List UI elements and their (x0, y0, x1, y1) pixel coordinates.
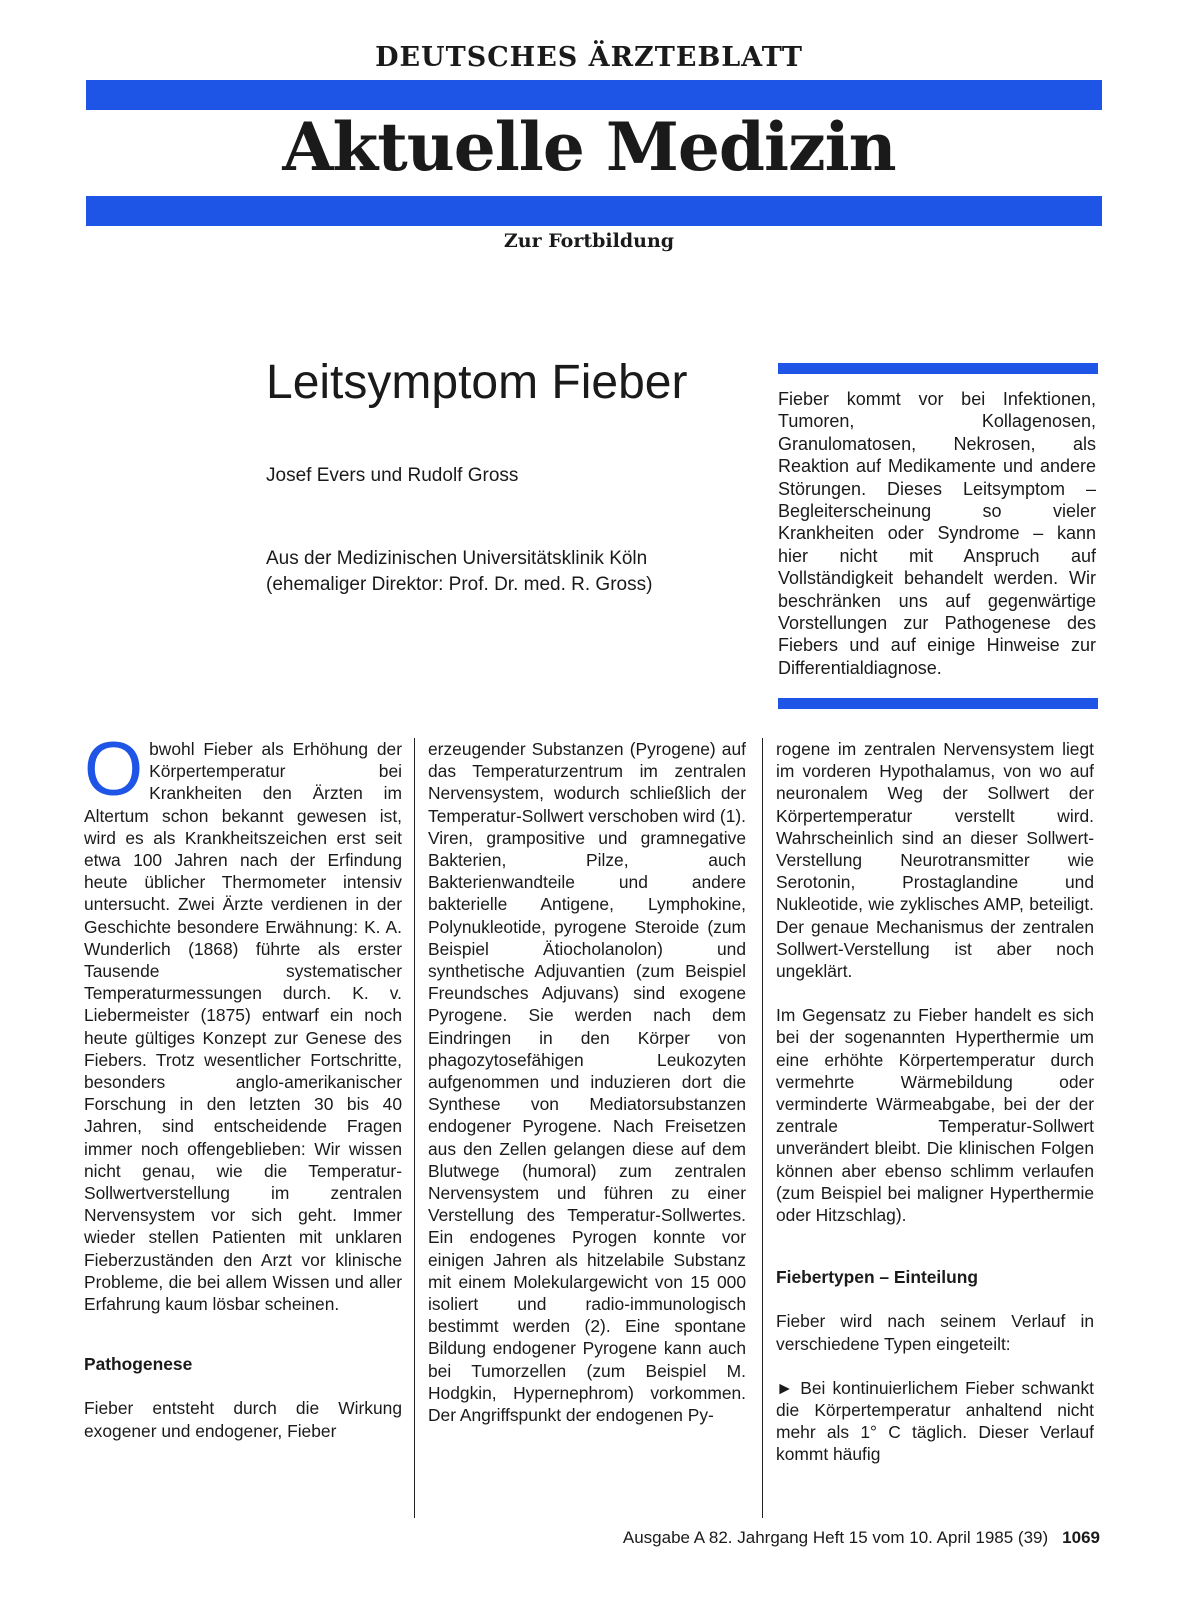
masthead-bar-top (86, 80, 1102, 110)
journal-name: DEUTSCHES ÄRZTEBLATT (375, 42, 803, 73)
fiebertypen-intro: Fieber wird nach seinem Verlauf in verschiedene Typen eingeteilt: (776, 1311, 1094, 1354)
subsection-title: Zur Fortbildung (503, 230, 675, 252)
hyperthermie-paragraph: Im Gegensatz zu Fieber handelt es sich bei der sogenannten Hyperthermie um eine erhöhte Körpertemperatur durch vermehrte Wärmebildung oder verminderte Wärmeabgabe, bei der der zentrale Temperatur-Sollwert unverändert bleibt. Die klinischen Folgen können aber ebenso schlimm verlaufen (zum Beispiel bei maligner Hyperthermie oder Hitzschlag). (776, 1005, 1094, 1226)
heading-fiebertypen: Fiebertypen – Einteilung (776, 1267, 978, 1288)
affiliation-line-1: Aus der Medizinischen Universitätsklinik Köln (266, 548, 648, 569)
column-divider-2 (762, 738, 763, 1518)
text-column-3 (776, 738, 1094, 1466)
issue-info: Ausgabe A 82. Jahrgang Heft 15 vom 10. April 1985 (39) (622, 1528, 1049, 1547)
section-title: Aktuelle Medizin (282, 108, 896, 186)
drop-cap: O (84, 727, 144, 812)
heading-pathogenese: Pathogenese (84, 1354, 193, 1375)
intro-text: bwohl Fieber als Erhöhung der Körpertemperatur bei Krankheiten den Ärzten im Altertum schon bekannt gewesen ist, wird es als Krankheitszeichen erst seit etwa 100 Jahren nach der Erfindung heute üblicher Thermometer intensiv untersucht. Zwei Ärzte verdienen in der Geschichte besondere Erwähnung: K. A. Wunderlich (1868) führte als erster Tausende systematischer Temperaturmessungen durch. K. v. Liebermeister (1875) entwarf ein noch heute gültiges Konzept zur Genese des Fiebers. Trotz wesentlicher Fortschritte, besonders anglo-amerikanischer Forschung in den letzten 30 bis 40 Jahren, sind entscheidende Fragen immer noch offengeblieben: Wir wissen nicht genau, wie die Temperatur-Sollwertverstellung im zentralen Nervensystem vor sich geht. Immer wieder stellen Patienten mit unklaren Fieberzuständen den Arzt vor klinische Probleme, die bei allem Wissen und aller Erfahrung kaum lösbar scheinen. (84, 739, 402, 1315)
pyrogene-paragraph: erzeugender Substanzen (Pyrogene) auf das Temperaturzentrum im zentralen Nervensystem, wodurch schließlich der Temperatur-Sollwert verschoben wird (1). Viren, grampositive und gramnegative Bakterien, Pilze, auch Bakterienwandteile und andere bakterielle Antigene, Lymphokine, Polynukleotide, pyrogene Steroide (zum Beispiel Ätiocholanolon) und synthetische Adjuvantien (zum Beispiel Freundsches Adjuvans) sind exogene Pyrogene. Sie werden nach dem Eindringen in den Körper von phagozytosefähigen Leukozyten aufgenommen und induzieren dort die Synthese von Mediatorsubstanzen endogener Pyrogene. Nach Freisetzen aus den Zellen gelangen diese auf dem Blutwege (humoral) zum zentralen Nervensystem und führen zu einer Verstellung des Temperatur-Sollwertes. Ein endogenes Pyrogen konnte vor einigen Jahren als hitzelabile Substanz mit einem Molekulargewicht von 15 000 isoliert und radio-immunologisch bestimmt werden (2). Eine spontane Bildung endogener Pyrogene kann auch bei Tumorzellen (zum Beispiel M. Hodgkin, Hypernephrom) vorkommen. Der Angriffspunkt der endogenen Py- (428, 739, 746, 1426)
intro-paragraph (84, 727, 402, 1315)
article-abstract: Fieber kommt vor bei Infektionen, Tumoren, Kollagenosen, Granulomatosen, Nekrosen, als Reaktion auf Medikamente und andere Störungen. Dieses Leitsymptom – Begleiterscheinung so vieler Krankheiten oder Syndrome – kann hier nicht mit Anspruch auf Vollständigkeit behandelt werden. Wir beschränken uns auf gegenwärtige Vorstellungen zur Pathogenese des Fiebers und auf einige Hinweise zur Differentialdiagnose. (778, 389, 1096, 678)
kontinuierliches-fieber-paragraph: ► Bei kontinuierlichem Fieber schwankt die Körpertemperatur anhaltend nicht mehr als 1° C täglich. Dieser Verlauf kommt häufig (776, 1377, 1094, 1465)
text-column-2 (428, 738, 746, 1426)
affiliation-line-2: (ehemaliger Direktor: Prof. Dr. med. R. Gross) (266, 574, 653, 595)
abstract-bar-top (778, 363, 1098, 374)
pathogenese-paragraph: Fieber entsteht durch die Wirkung exogener und endogener, Fieber (84, 1398, 402, 1441)
hypothalamus-paragraph: rogene im zentralen Nervensystem liegt im vorderen Hypothalamus, von wo auf neuronalem Weg der Sollwert der Körpertemperatur verstellt wird. Wahrscheinlich sind an dieser Sollwert-Verstellung Neurotransmitter wie Serotonin, Prostaglandine und Nukleotide, wie zyklisches AMP, beteiligt. Der genaue Mechanismus der zentralen Sollwert-Verstellung ist aber noch ungeklärt. (776, 739, 1094, 982)
article-affiliation (266, 546, 754, 598)
column-divider-1 (414, 738, 415, 1518)
page-number: 1069 (1062, 1528, 1100, 1547)
page-footer (623, 1528, 1100, 1548)
abstract-bar-bottom (778, 698, 1098, 709)
text-column-1 (84, 727, 402, 1442)
article-title: Leitsymptom Fieber (266, 356, 688, 409)
masthead-bar-bottom (86, 196, 1102, 226)
article-authors: Josef Evers und Rudolf Gross (266, 465, 519, 486)
